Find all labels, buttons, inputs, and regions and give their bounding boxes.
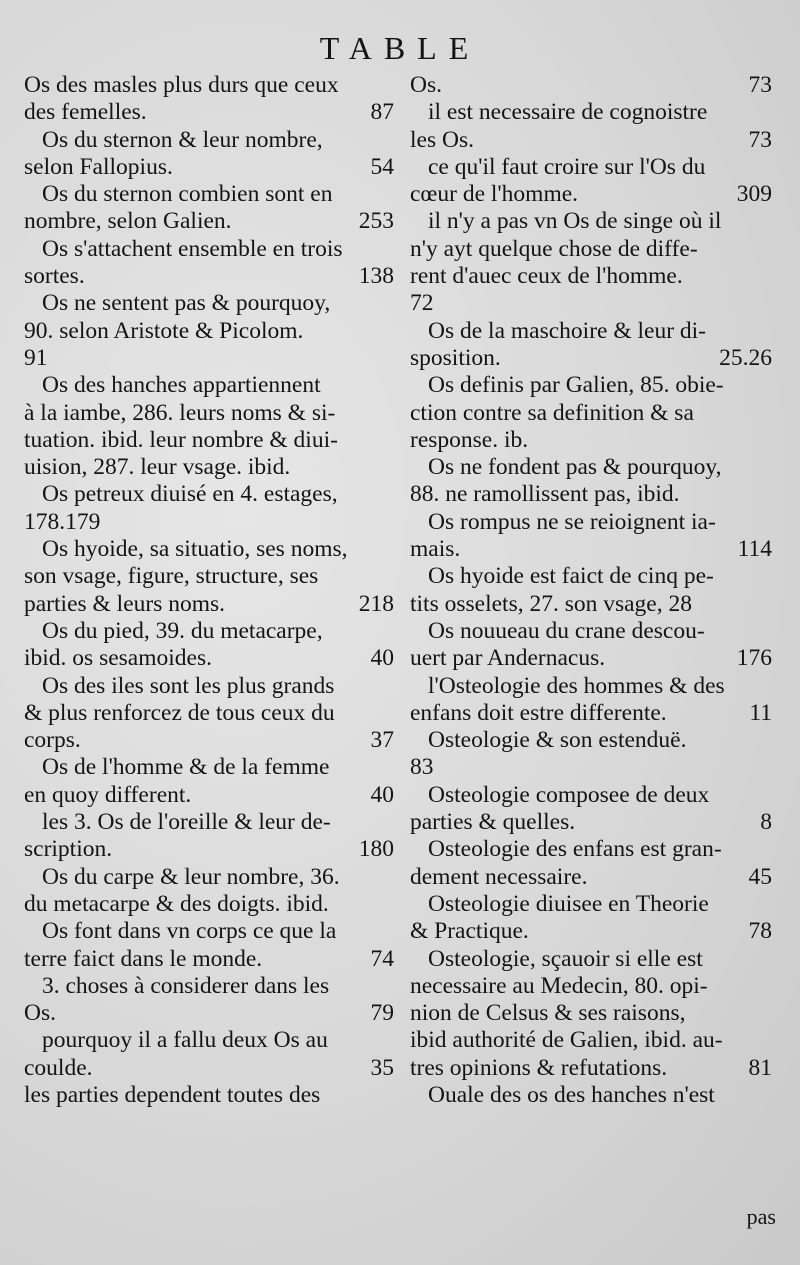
index-entry-text: Os du sternon & leur nombre, xyxy=(42,126,323,153)
page-reference: 54 xyxy=(370,153,394,180)
index-line xyxy=(410,563,772,590)
index-entry-text: des femelles. xyxy=(24,99,147,126)
index-entry-text: Os du sternon combien sont en xyxy=(42,181,333,208)
page-reference xyxy=(764,618,772,645)
page-reference: 25.26 xyxy=(719,344,772,371)
page-reference xyxy=(386,427,394,454)
page-reference: 138 xyxy=(358,263,394,290)
index-line xyxy=(24,946,394,973)
index-line xyxy=(24,563,394,590)
index-line xyxy=(24,454,394,481)
index-line xyxy=(410,809,772,836)
page-reference xyxy=(764,99,772,126)
page-reference xyxy=(764,454,772,481)
index-entry-text: les 3. Os de l'oreille & leur de- xyxy=(42,809,331,836)
page-reference xyxy=(386,509,394,536)
index-entry-text: 88. ne ramollissent pas, ibid. xyxy=(410,481,680,508)
index-line xyxy=(410,372,772,399)
page-reference: 309 xyxy=(736,181,772,208)
index-entry-text: 72 xyxy=(410,290,434,317)
page-reference: 81 xyxy=(748,1054,772,1081)
index-line xyxy=(24,645,394,672)
index-line xyxy=(24,864,394,891)
index-entry-text: l'Osteologie des hommes & des xyxy=(428,672,725,699)
page-reference xyxy=(764,836,772,863)
index-entry-text: parties & leurs noms. xyxy=(24,590,226,617)
page-reference xyxy=(764,509,772,536)
index-entry-text: uert par Andernacus. xyxy=(410,645,606,672)
page-reference xyxy=(386,673,394,700)
index-line xyxy=(410,973,772,1000)
page-reference: 8 xyxy=(760,809,772,836)
index-entry-text: en quoy different. xyxy=(24,781,192,808)
index-entry-text: Os des hanches appartiennent xyxy=(42,372,321,399)
index-line xyxy=(24,427,394,454)
index-line xyxy=(24,727,394,754)
page-reference xyxy=(764,1027,772,1054)
page-reference xyxy=(764,400,772,427)
index-line xyxy=(24,481,394,508)
index-entry-text: Os s'attachent ensemble en trois xyxy=(42,235,343,262)
index-line xyxy=(410,345,772,372)
page-reference xyxy=(386,536,394,563)
index-line xyxy=(24,372,394,399)
index-entry-text: tres opinions & refutations. xyxy=(410,1054,668,1081)
index-entry-text: Os. xyxy=(410,72,442,98)
page-reference xyxy=(386,481,394,508)
page-reference xyxy=(386,891,394,918)
index-line xyxy=(410,181,772,208)
page-reference xyxy=(764,1000,772,1027)
page-reference xyxy=(386,918,394,945)
page-reference xyxy=(764,891,772,918)
index-line xyxy=(24,400,394,427)
page-reference: 40 xyxy=(370,781,394,808)
index-entry-text: sortes. xyxy=(24,263,85,290)
index-entry-text: du metacarpe & des doigts. ibid. xyxy=(24,890,329,917)
page-reference xyxy=(386,181,394,208)
index-entry-text: dement necessaire. xyxy=(410,863,588,890)
index-line xyxy=(410,673,772,700)
index-entry-text: Os des iles sont les plus grands xyxy=(42,672,335,699)
page-reference xyxy=(386,345,394,372)
index-entry-text: Osteologie diuisee en Theorie xyxy=(428,890,709,917)
index-entry-text: enfans doit estre differente. xyxy=(410,699,667,726)
page-reference xyxy=(764,154,772,181)
index-entry-text: corps. xyxy=(24,727,81,754)
index-entry-text: coulde. xyxy=(24,1054,93,1081)
page-reference xyxy=(386,127,394,154)
index-entry-text: scription. xyxy=(24,836,113,863)
index-line xyxy=(24,591,394,618)
index-line xyxy=(24,973,394,1000)
index-line xyxy=(24,181,394,208)
catchword: pas xyxy=(746,1204,776,1229)
index-entry-text: son vsage, figure, structure, ses xyxy=(24,563,319,590)
page-reference: 176 xyxy=(736,645,772,672)
right-column xyxy=(410,72,772,1109)
index-line xyxy=(410,290,772,317)
page-reference: 35 xyxy=(370,1054,394,1081)
page-reference xyxy=(386,372,394,399)
index-line xyxy=(410,236,772,263)
index-entry-text: les parties dependent toutes des xyxy=(24,1081,321,1108)
page-title: TABLE xyxy=(319,30,481,66)
index-line xyxy=(410,454,772,481)
page-reference xyxy=(764,973,772,1000)
index-line xyxy=(410,836,772,863)
page-reference xyxy=(386,809,394,836)
index-line xyxy=(410,1055,772,1082)
page-reference xyxy=(764,208,772,235)
page-reference xyxy=(764,372,772,399)
index-line xyxy=(410,727,772,754)
index-line xyxy=(24,290,394,317)
index-line xyxy=(410,509,772,536)
index-line xyxy=(410,645,772,672)
page-reference xyxy=(764,236,772,263)
index-entry-text: 3. choses à considerer dans les xyxy=(42,972,330,999)
index-entry-text: 83 xyxy=(410,754,434,781)
index-line xyxy=(410,127,772,154)
index-line xyxy=(410,864,772,891)
page-reference xyxy=(764,318,772,345)
index-line xyxy=(410,536,772,563)
index-line xyxy=(24,891,394,918)
index-entry-text: necessaire au Medecin, 80. opi- xyxy=(410,972,708,999)
page-reference: 114 xyxy=(737,536,772,563)
index-entry-text: ce qu'il faut croire sur l'Os du xyxy=(428,153,706,180)
index-entry-text: & Practique. xyxy=(410,918,529,945)
index-entry-text: les Os. xyxy=(410,126,474,153)
index-line xyxy=(24,72,394,99)
index-line xyxy=(410,481,772,508)
page-reference xyxy=(764,481,772,508)
index-line xyxy=(410,918,772,945)
index-entry-text: tits osselets, 27. son vsage, 28 xyxy=(410,590,692,617)
page-reference xyxy=(386,618,394,645)
index-entry-text: rent d'auec ceux de l'homme. xyxy=(410,263,683,290)
index-line xyxy=(24,318,394,345)
page-reference xyxy=(386,400,394,427)
index-line xyxy=(410,427,772,454)
index-entry-text: ction contre sa definition & sa xyxy=(410,399,694,426)
index-entry-text: cœur de l'homme. xyxy=(410,181,579,208)
index-entry-text: nombre, selon Galien. xyxy=(24,208,232,235)
page-reference xyxy=(386,454,394,481)
index-entry-text: Os nouueau du crane descou- xyxy=(428,617,705,644)
index-entry-text: selon Fallopius. xyxy=(24,153,173,180)
index-line xyxy=(24,1055,394,1082)
index-entry-text: Os hyoide, sa situatio, ses noms, xyxy=(42,536,348,563)
index-entry-text: ibid. os sesamoides. xyxy=(24,645,212,672)
index-line xyxy=(24,1000,394,1027)
index-line xyxy=(410,1000,772,1027)
index-entry-text: il n'y a pas vn Os de singe où il xyxy=(428,208,722,235)
index-entry-text: Os. xyxy=(24,1000,56,1027)
index-entry-text: parties & quelles. xyxy=(410,809,576,836)
index-line xyxy=(410,99,772,126)
left-column xyxy=(24,72,394,1109)
index-line xyxy=(24,345,394,372)
page-reference xyxy=(386,318,394,345)
index-line xyxy=(24,618,394,645)
index-line xyxy=(410,618,772,645)
index-entry-text: Os de l'homme & de la femme xyxy=(42,754,330,781)
index-entry-text: Osteologie composee de deux xyxy=(428,781,710,808)
index-entry-text: n'y ayt quelque chose de diffe- xyxy=(410,235,698,262)
index-line xyxy=(24,673,394,700)
index-entry-text: Osteologie, sçauoir si elle est xyxy=(428,945,703,972)
page-reference xyxy=(764,263,772,290)
index-entry-text: Ouale des os des hanches n'est xyxy=(428,1081,715,1108)
index-entry-text: Os des masles plus durs que ceux xyxy=(24,72,339,98)
index-entry-text: Os petreux diuisé en 4. estages, xyxy=(42,481,338,508)
index-line xyxy=(24,208,394,235)
index-entry-text: Os de la maschoire & leur di- xyxy=(428,317,706,344)
index-line xyxy=(410,400,772,427)
index-entry-text: pourquoy il a fallu deux Os au xyxy=(42,1027,328,1054)
page-reference xyxy=(764,727,772,754)
index-line xyxy=(24,263,394,290)
page-reference: 45 xyxy=(748,863,772,890)
page-reference xyxy=(386,563,394,590)
index-entry-text: response. ib. xyxy=(410,426,529,453)
index-line xyxy=(410,946,772,973)
page-reference xyxy=(764,290,772,317)
page-reference xyxy=(764,946,772,973)
index-entry-text: Osteologie & son estenduë. xyxy=(428,727,687,754)
index-line xyxy=(410,318,772,345)
index-line xyxy=(410,1027,772,1054)
index-entry-text: & plus renforcez de tous ceux du xyxy=(24,699,335,726)
index-entry-text: Os rompus ne se reioignent ia- xyxy=(428,508,716,535)
index-line xyxy=(410,700,772,727)
index-line xyxy=(24,809,394,836)
index-entry-text: Os hyoide est faict de cinq pe- xyxy=(428,563,714,590)
page-reference: 180 xyxy=(358,836,394,863)
page-reference xyxy=(764,754,772,781)
index-entry-text: Os ne fondent pas & pourquoy, xyxy=(428,454,722,481)
page-reference xyxy=(386,700,394,727)
index-line xyxy=(410,782,772,809)
page-reference: 74 xyxy=(370,945,394,972)
index-line xyxy=(24,536,394,563)
page-reference xyxy=(386,290,394,317)
page-reference: 253 xyxy=(358,208,394,235)
index-line xyxy=(24,754,394,781)
index-line xyxy=(410,154,772,181)
page-reference xyxy=(764,1082,772,1109)
page-reference xyxy=(386,1082,394,1109)
index-entry-text: il est necessaire de cognoistre xyxy=(428,99,708,126)
index-entry-text: tuation. ibid. leur nombre & diui- xyxy=(24,426,338,453)
page-reference xyxy=(386,1027,394,1054)
index-entry-text: à la iambe, 286. leurs noms & si- xyxy=(24,399,336,426)
page-reference: 78 xyxy=(748,918,772,945)
index-line xyxy=(24,154,394,181)
index-line xyxy=(410,1082,772,1109)
index-entry-text: 178.179 xyxy=(24,508,101,535)
index-line xyxy=(24,836,394,863)
page-reference: 79 xyxy=(370,1000,394,1027)
index-line xyxy=(24,99,394,126)
index-entry-text: Os du pied, 39. du metacarpe, xyxy=(42,617,323,644)
page-reference: 40 xyxy=(370,645,394,672)
index-line xyxy=(24,509,394,536)
page-reference: 87 xyxy=(370,99,394,126)
index-entry-text: Os font dans vn corps ce que la xyxy=(42,918,337,945)
index-entry-text: 90. selon Aristote & Picolom. xyxy=(24,317,304,344)
index-line xyxy=(410,891,772,918)
index-line xyxy=(410,591,772,618)
page-reference: 11 xyxy=(749,699,772,726)
index-line xyxy=(24,1082,394,1109)
page-reference xyxy=(764,591,772,618)
page-reference xyxy=(386,72,394,99)
page-reference: 73 xyxy=(748,126,772,153)
page-reference xyxy=(764,673,772,700)
page-reference xyxy=(764,563,772,590)
index-entry-text: Os definis par Galien, 85. obie- xyxy=(428,372,724,399)
page-reference xyxy=(764,427,772,454)
index-entry-text: ibid authorité de Galien, ibid. au- xyxy=(410,1027,723,1054)
page-reference xyxy=(386,236,394,263)
page-reference xyxy=(386,754,394,781)
index-entry-text: sposition. xyxy=(410,344,501,371)
page-reference xyxy=(764,782,772,809)
index-line xyxy=(24,700,394,727)
page-reference: 218 xyxy=(358,590,394,617)
index-entry-text: Os ne sentent pas & pourquoy, xyxy=(42,290,331,317)
index-line xyxy=(410,72,772,99)
page-reference: 37 xyxy=(370,727,394,754)
index-line xyxy=(24,236,394,263)
index-entry-text: uision, 287. leur vsage. ibid. xyxy=(24,454,291,481)
index-line xyxy=(24,782,394,809)
page-reference xyxy=(386,864,394,891)
index-entry-text: terre faict dans le monde. xyxy=(24,945,263,972)
index-entry-text: mais. xyxy=(410,536,461,563)
index-line xyxy=(410,208,772,235)
index-line xyxy=(24,127,394,154)
index-line xyxy=(24,918,394,945)
index-entry-text: Osteologie des enfans est gran- xyxy=(428,836,722,863)
index-entry-text: nion de Celsus & ses raisons, xyxy=(410,1000,686,1027)
index-entry-text: Os du carpe & leur nombre, 36. xyxy=(42,863,340,890)
index-line xyxy=(410,263,772,290)
index-entry-text: 91 xyxy=(24,344,48,371)
page-reference: 73 xyxy=(748,72,772,98)
index-line xyxy=(410,754,772,781)
index-line xyxy=(24,1027,394,1054)
page-reference xyxy=(386,973,394,1000)
